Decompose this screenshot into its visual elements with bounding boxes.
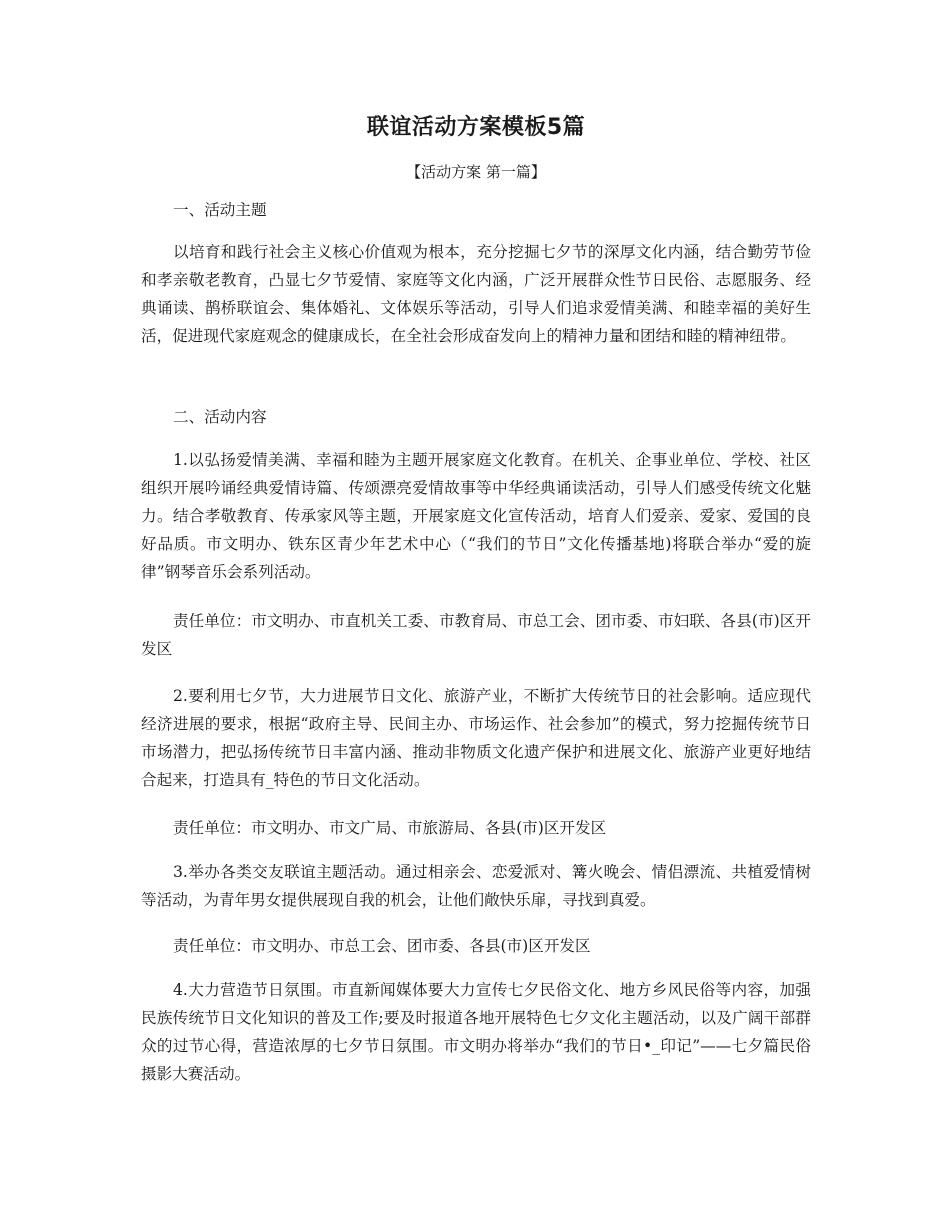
- document-subtitle: 【活动方案 第一篇】: [406, 163, 546, 181]
- paragraph-responsible-2: 责任单位：市文明办、市文广局、市旅游局、各县(市)区开发区: [173, 819, 607, 837]
- paragraph-item-4: 4.大力营造节日氛围。市直新闻媒体要大力宣传七夕民俗文化、地方乡风民俗等内容，加强民族传统节日文化知识的普及工作;要及时报道各地开展特色七夕文化主题活动，以及广阔干部群众的过节心得，营造浓厚的七夕节日氛围。市文明办将举办“我们的节日•_印记”——七夕篇民俗摄影大赛活动。: [141, 981, 811, 1083]
- paragraph-item-3: 3.举办各类交友联谊主题活动。通过相亲会、恋爱派对、篝火晚会、情侣漂流、共植爱情树等活动，为青年男女提供展现自我的机会，让他们敞快乐扉，寻找到真爱。: [141, 863, 811, 909]
- paragraph-theme: 以培育和践行社会主义核心价值观为根本，充分挖掘七夕节的深厚文化内涵，结合勤劳节俭和孝亲敬老教育，凸显七夕节爱情、家庭等文化内涵，广泛开展群众性节日民俗、志愿服务、经典诵读、鹊桥联谊会、集体婚礼、文体娱乐等活动，引导人们追求爱情美满、和睦幸福的美好生活，促进现代家庭观念的健康成长，在全社会形成奋发向上的精神力量和团结和睦的精神纽带。: [141, 243, 811, 345]
- paragraph-item-2: 2.要利用七夕节，大力进展节日文化、旅游产业，不断扩大传统节日的社会影响。适应现代经济进展的要求，根据“政府主导、民间主办、市场运作、社会参加”的模式，努力挖掘传统节日市场潜力，把弘扬传统节日丰富内涵、推动非物质文化遗产保护和进展文化、旅游产业更好地结合起来，打造具有_特色的节日文化活动。: [141, 687, 811, 789]
- document-title: 联谊活动方案模板5篇: [366, 115, 586, 140]
- paragraph-item-1: 1.以弘扬爱情美满、幸福和睦为主题开展家庭文化教育。在机关、企事业单位、学校、社区组织开展吟诵经典爱情诗篇、传颂漂亮爱情故事等中华经典诵读活动，引导人们感受传统文化魅力。结合孝敬教育、传承家风等主题，开展家庭文化宣传活动，培育人们爱亲、爱家、爱国的良好品质。市文明办、铁东区青少年艺术中心（“我们的节日”文化传播基地)将联合举办“爱的旋律”钢琴音乐会系列活动。: [141, 451, 811, 581]
- paragraph-responsible-3: 责任单位：市文明办、市总工会、团市委、各县(市)区开发区: [173, 937, 591, 955]
- paragraph-responsible-1: 责任单位：市文明办、市直机关工委、市教育局、市总工会、团市委、市妇联、各县(市)区开发区: [141, 612, 811, 658]
- section-heading-theme: 一、活动主题: [173, 201, 267, 219]
- section-heading-content: 二、活动内容: [173, 408, 267, 426]
